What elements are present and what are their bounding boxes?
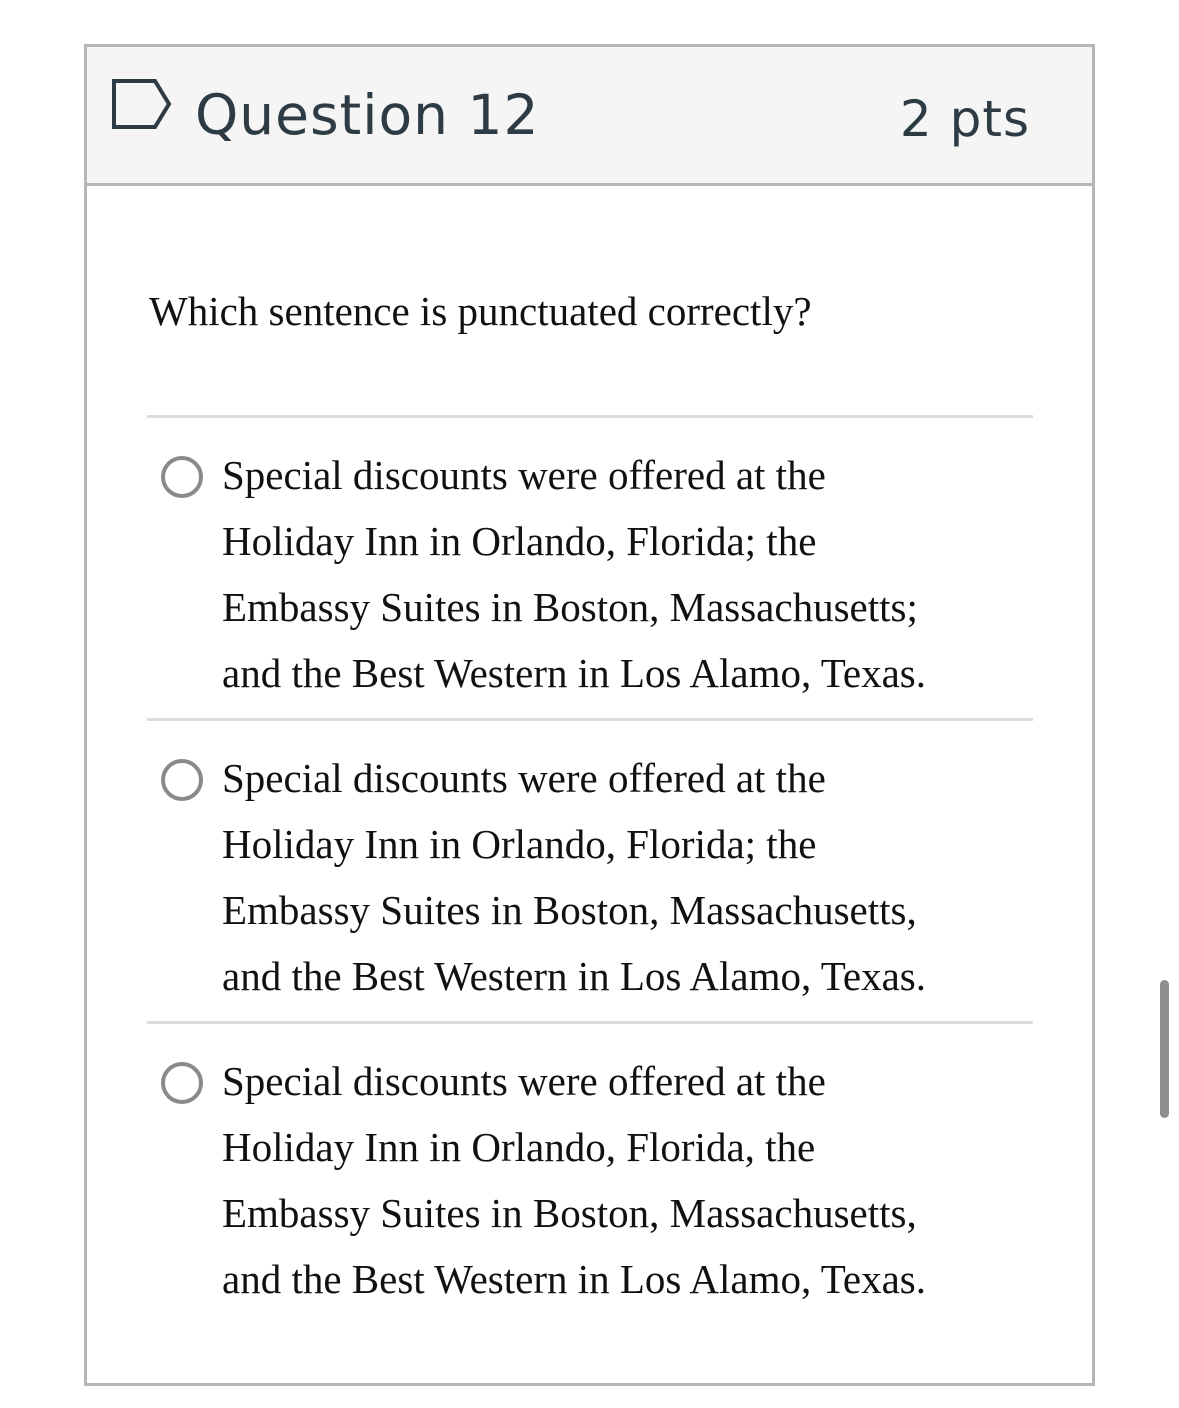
answer-text[interactable]: Special discounts were offered at the Holiday Inn in Orlando, Florida; the Embassy Suites in Boston, Massachusetts; and the Best Western in Los Alamo, Texas. [222, 452, 927, 696]
answer-list [147, 415, 1033, 1324]
flag-outline-icon[interactable] [111, 77, 175, 131]
radio-button[interactable] [161, 759, 203, 801]
answer-option[interactable] [147, 718, 1033, 1021]
answer-option[interactable] [147, 1021, 1033, 1324]
question-card [84, 44, 1095, 1386]
question-points: 2 pts [899, 90, 1030, 148]
question-title: Question 12 [195, 83, 540, 147]
radio-button[interactable] [161, 456, 203, 498]
scrollbar-thumb[interactable] [1160, 980, 1169, 1118]
answer-text[interactable]: Special discounts were offered at the Holiday Inn in Orlando, Florida; the Embassy Suites in Boston, Massachusetts, and the Best Western in Los Alamo, Texas. [222, 755, 927, 999]
answer-text[interactable]: Special discounts were offered at the Holiday Inn in Orlando, Florida, the Embassy Suites in Boston, Massachusetts, and the Best Western in Los Alamo, Texas. [222, 1058, 927, 1302]
question-text: Which sentence is punctuated correctly? [149, 288, 812, 334]
radio-button[interactable] [161, 1062, 203, 1104]
question-header [87, 47, 1092, 186]
answer-option[interactable] [147, 415, 1033, 718]
